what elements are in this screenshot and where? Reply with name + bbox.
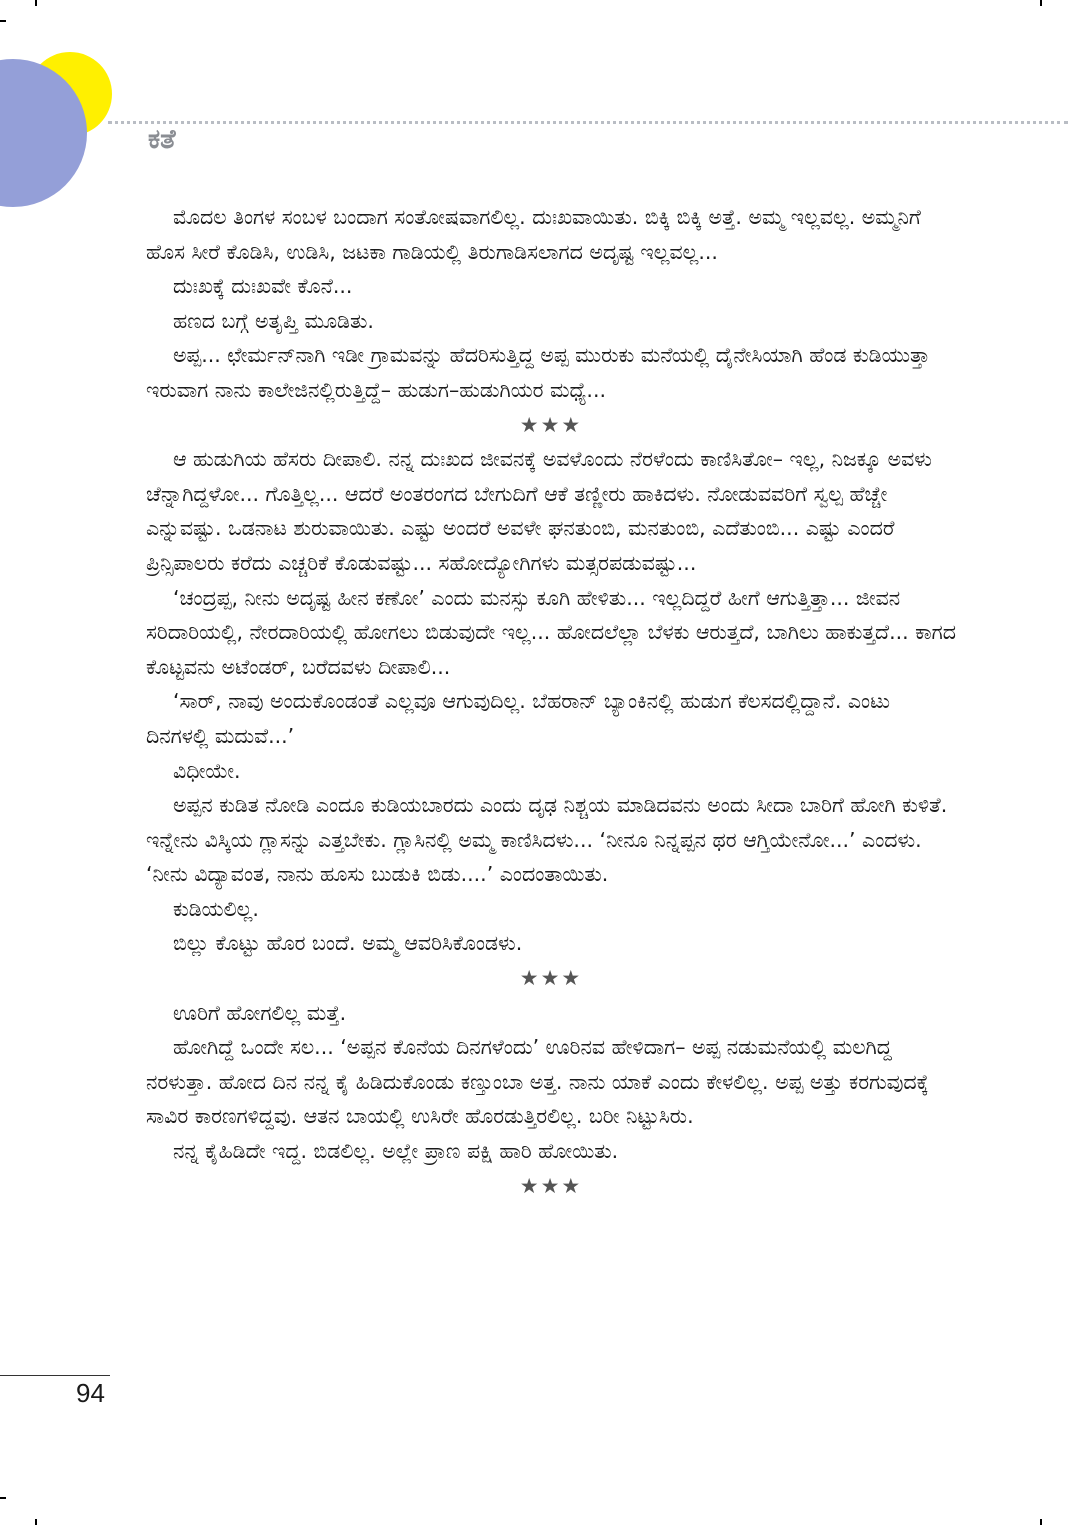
section-break-stars: ★★★ [519, 412, 583, 437]
paragraph: ‘ಸಾರ್, ನಾವು ಅಂದುಕೊಂಡಂತೆ ಎಲ್ಲವೂ ಆಗುವುದಿಲ್ಲ. ಬೆಹರಾನ್ ಬ್ಯಾಂಕಿನಲ್ಲಿ ಹುಡುಗ ಕೆಲಸದಲ್ಲಿದ್ದಾನೆ. ಎಂಟು ದಿನಗಳಲ್ಲಿ ಮದುವೆ...’ [146, 689, 891, 748]
crop-mark-bottom-right-v [1040, 1519, 1042, 1525]
story-body [146, 200, 956, 1203]
crop-mark-top-right-v [1040, 0, 1042, 6]
paragraph: ಕುಡಿಯಲಿಲ್ಲ. [173, 896, 259, 921]
header-dotted-rule [108, 121, 1068, 124]
crop-mark-bottom-left-v [35, 1519, 37, 1525]
corner-decoration-icon [0, 0, 130, 220]
paragraph: ಬಿಲ್ಲು ಕೊಟ್ಟು ಹೊರ ಬಂದೆ. ಅಮ್ಮ ಆವರಿಸಿಕೊಂಡಳು. [173, 931, 523, 956]
paragraph: ವಿಧೀಯೇ. [173, 758, 241, 783]
paragraph: ‘ಚಂದ್ರಪ್ಪ, ನೀನು ಅದೃಷ್ಟ ಹೀನ ಕಣೋ’ ಎಂದು ಮನಸ್ಸು ಕೂಗಿ ಹೇಳಿತು... ಇಲ್ಲದಿದ್ದರೆ ಹೀಗೆ ಆಗುತ್ತಿತ್ತಾ... ಜೀವನ ಸರಿದಾರಿಯಲ್ಲಿ, ನೇರದಾರಿಯಲ್ಲಿ ಹೋಗಲು ಬಿಡುವುದೇ ಇಲ್ಲ... ಹೋದಲೆಲ್ಲಾ ಬೆಳಕು ಆರುತ್ತದೆ, ಬಾಗಿಲು ಹಾಕುತ್ತದೆ... ಕಾಗದ ಕೊಟ್ಟವನು ಅಟೆಂಡರ್, ಬರೆದವಳು ದೀಪಾಲಿ... [146, 585, 956, 679]
section-break-stars: ★★★ [519, 966, 583, 991]
paragraph: ಹೋಗಿದ್ದೆ ಒಂದೇ ಸಲ... ‘ಅಪ್ಪನ ಕೊನೆಯ ದಿನಗಳೆಂದು’ ಊರಿನವ ಹೇಳಿದಾಗ– ಅಪ್ಪ ನಡುಮನೆಯಲ್ಲಿ ಮಲಗಿದ್ದ ನರಳುತ್ತಾ. ಹೋದ ದಿನ ನನ್ನ ಕೈ ಹಿಡಿದುಕೊಂಡು ಕಣ್ತುಂಬಾ ಅತ್ತ. ನಾನು ಯಾಕೆ ಎಂದು ಕೇಳಲಿಲ್ಲ. ಅಪ್ಪ ಅತ್ತು ಕರಗುವುದಕ್ಕೆ ಸಾವಿರ ಕಾರಣಗಳಿದ್ದವು. ಆತನ ಬಾಯಲ್ಲಿ ಉಸಿರೇ ಹೊರಡುತ್ತಿರಲಿಲ್ಲ. ಬರೀ ನಿಟ್ಟುಸಿರು. [146, 1035, 929, 1129]
section-label: ಕತೆ [148, 124, 176, 155]
section-break-stars: ★★★ [519, 1173, 583, 1198]
crop-mark-bottom-left [0, 1497, 6, 1499]
paragraph: ನನ್ನ ಕೈಹಿಡಿದೇ ಇದ್ದ. ಬಿಡಲಿಲ್ಲ. ಅಲ್ಲೇ ಪ್ರಾಣ ಪಕ್ಷಿ ಹಾರಿ ಹೋಯಿತು. [173, 1139, 619, 1164]
paragraph: ಊರಿಗೆ ಹೋಗಲಿಲ್ಲ ಮತ್ತೆ. [173, 1000, 347, 1025]
paragraph: ಹಣದ ಬಗ್ಗೆ ಅತೃಪ್ತಿ ಮೂಡಿತು. [173, 308, 374, 333]
paragraph: ಅಪ್ಪ... ಛೇರ್ಮನ್‌ನಾಗಿ ಇಡೀ ಗ್ರಾಮವನ್ನು ಹೆದರಿಸುತ್ತಿದ್ದ ಅಪ್ಪ ಮುರುಕು ಮನೆಯಲ್ಲಿ ದೈನೇಸಿಯಾಗಿ ಹೆಂಡ ಕುಡಿಯುತ್ತಾ ಇರುವಾಗ ನಾನು ಕಾಲೇಜಿನಲ್ಲಿರುತ್ತಿದ್ದೆ– ಹುಡುಗ–ಹುಡುಗಿಯರ ಮಧ್ಯೆ... [146, 343, 930, 402]
paragraph: ಆ ಹುಡುಗಿಯ ಹೆಸರು ದೀಪಾಲಿ. ನನ್ನ ದುಃಖದ ಜೀವನಕ್ಕೆ ಅವಳೊಂದು ನೆರಳೆಂದು ಕಾಣಿಸಿತೋ– ಇಲ್ಲ, ನಿಜಕ್ಕೂ ಅವಳು ಚೆನ್ನಾಗಿದ್ದಳೋ... ಗೊತ್ತಿಲ್ಲ... ಆದರೆ ಅಂತರಂಗದ ಬೇಗುದಿಗೆ ಆಕೆ ತಣ್ಣೀರು ಹಾಕಿದಳು. ನೋಡುವವರಿಗೆ ಸ್ವಲ್ಪ ಹೆಚ್ಚೇ ಎನ್ನುವಷ್ಟು. ಒಡನಾಟ ಶುರುವಾಯಿತು. ಎಷ್ಟು ಅಂದರೆ ಅವಳೇ ಘನತುಂಬಿ, ಮನತುಂಬಿ, ಎದೆತುಂಬಿ... ಎಷ್ಟು ಎಂದರೆ ಪ್ರಿನ್ಸಿಪಾಲರು ಕರೆದು ಎಚ್ಚರಿಕೆ ಕೊಡುವಷ್ಟು... ಸಹೋದ್ಯೋಗಿಗಳು ಮತ್ಸರಪಡುವಷ್ಟು... [146, 447, 932, 575]
paragraph: ದುಃಖಕ್ಕೆ ದುಃಖವೇ ಕೊನೆ... [173, 274, 353, 299]
page-number: 94 [76, 1378, 105, 1408]
paragraph: ಮೊದಲ ತಿಂಗಳ ಸಂಬಳ ಬಂದಾಗ ಸಂತೋಷವಾಗಲಿಲ್ಲ. ದುಃಖವಾಯಿತು. ಬಿಕ್ಕಿ ಬಿಕ್ಕಿ ಅತ್ತೆ. ಅಮ್ಮ ಇಲ್ಲವಲ್ಲ. ಅಮ್ಮನಿಗೆ ಹೊಸ ಸೀರೆ ಕೊಡಿಸಿ, ಉಡಿಸಿ, ಜಟಕಾ ಗಾಡಿಯಲ್ಲಿ ತಿರುಗಾಡಿಸಲಾಗದ ಅದೃಷ್ಟ ಇಲ್ಲವಲ್ಲ... [146, 205, 921, 264]
paragraph: ಅಪ್ಪನ ಕುಡಿತ ನೋಡಿ ಎಂದೂ ಕುಡಿಯಬಾರದು ಎಂದು ದೃಢ ನಿಶ್ಚಯ ಮಾಡಿದವನು ಅಂದು ಸೀದಾ ಬಾರಿಗೆ ಹೋಗಿ ಕುಳಿತೆ. ಇನ್ನೇನು ವಿಸ್ಕಿಯ ಗ್ಲಾಸನ್ನು ಎತ್ತಬೇಕು. ಗ್ಲಾಸಿನಲ್ಲಿ ಅಮ್ಮ ಕಾಣಿಸಿದಳು... ‘ನೀನೂ ನಿನ್ನಪ್ಪನ ಥರ ಆಗ್ತಿಯೇನೋ...’ ಎಂದಳು. ‘ನೀನು ವಿದ್ಯಾವಂತ, ನಾನು ಹೂಸು ಬುಡುಕಿ ಬಿಡು....’ ಎಂದಂತಾಯಿತು. [146, 793, 948, 887]
footer-rule [0, 1375, 110, 1376]
